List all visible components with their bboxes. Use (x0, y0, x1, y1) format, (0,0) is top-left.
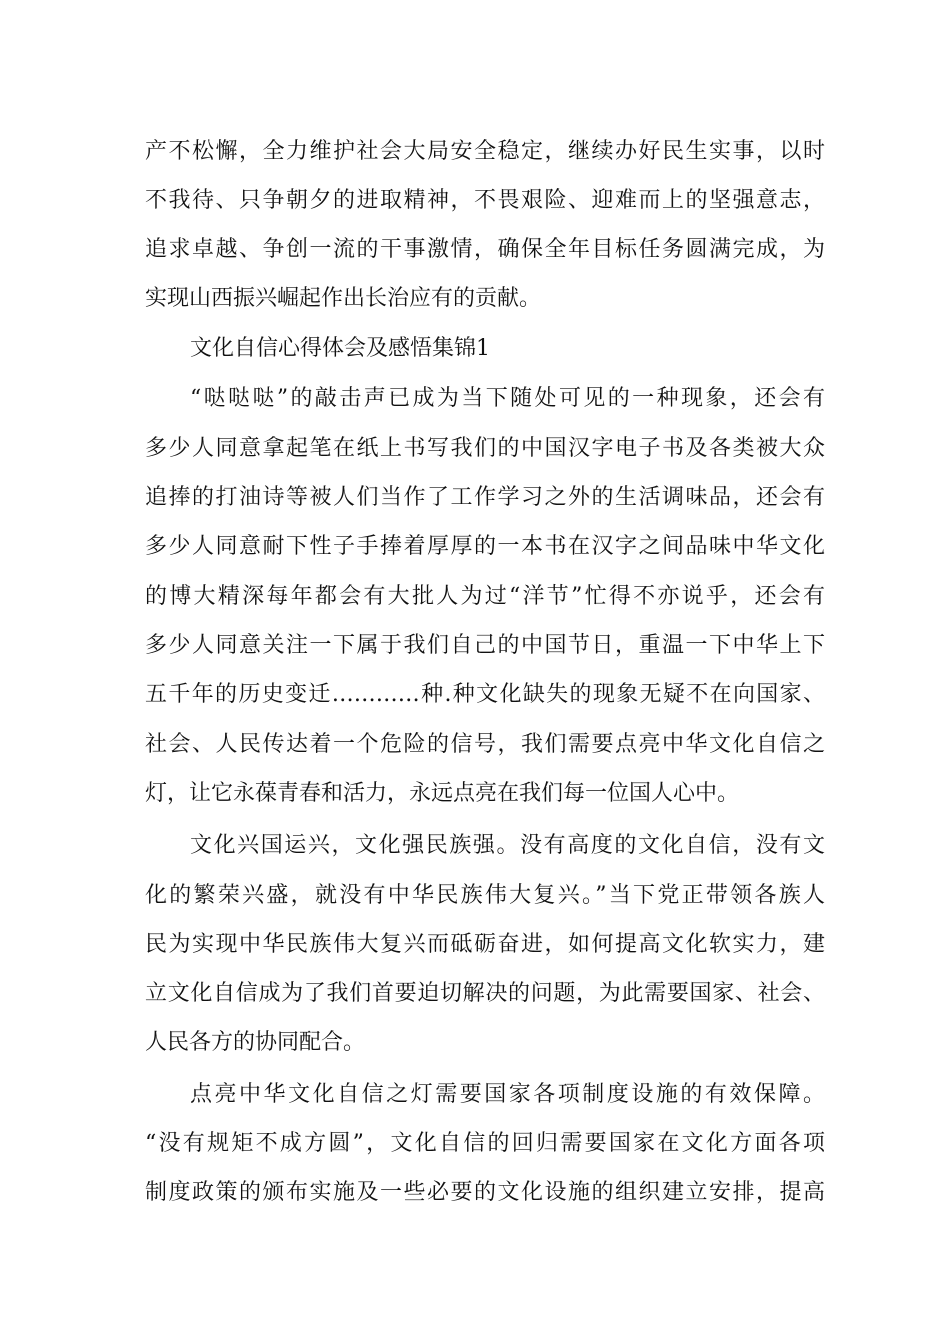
body-text-line: 社会、人民传达着一个危险的信号，我们需要点亮中华文化自信之 (145, 732, 825, 757)
body-text-line: 多少人同意关注一下属于我们自己的中国节日，重温一下中华上下 (145, 633, 825, 658)
paragraph-first-line: 文化兴国运兴，文化强民族强。没有高度的文化自信，没有文 (190, 833, 825, 858)
section-heading: 文化自信心得体会及感悟集锦1 (190, 336, 490, 361)
body-text-line: 追求卓越、争创一流的干事激情，确保全年目标任务圆满完成，为 (145, 237, 825, 262)
body-text-line: 五千年的历史变迁…………种.种文化缺失的现象无疑不在向国家、 (145, 682, 825, 707)
body-text-line: 多少人同意拿起笔在纸上书写我们的中国汉字电子书及各类被大众 (145, 436, 825, 461)
body-text-line: “没有规矩不成方圆”，文化自信的回归需要国家在文化方面各项 (145, 1131, 825, 1156)
body-text-line: 的博大精深每年都会有大批人为过“洋节”忙得不亦说乎，还会有 (145, 584, 825, 609)
paragraph-first-line: “哒哒哒”的敲击声已成为当下随处可见的一种现象，还会有 (190, 386, 825, 411)
body-text-line: 多少人同意耐下性子手捧着厚厚的一本书在汉字之间品味中华文化 (145, 534, 825, 559)
body-text-line: 制度政策的颁布实施及一些必要的文化设施的组织建立安排，提高 (145, 1180, 825, 1205)
body-text-line: 立文化自信成为了我们首要迫切解决的问题，为此需要国家、社会、 (145, 981, 825, 1006)
body-text-line: 追捧的打油诗等被人们当作了工作学习之外的生活调味品，还会有 (145, 485, 825, 510)
body-text-line: 化的繁荣兴盛，就没有中华民族伟大复兴。”当下党正带领各族人 (145, 883, 825, 908)
body-text-line: 不我待、只争朝夕的进取精神，不畏艰险、迎难而上的坚强意志， (145, 188, 825, 213)
body-text-line: 实现山西振兴崛起作出长治应有的贡献。 (145, 286, 542, 311)
body-text-line: 产不松懈，全力维护社会大局安全稳定，继续办好民生实事，以时 (145, 139, 825, 164)
paragraph-first-line: 点亮中华文化自信之灯需要国家各项制度设施的有效保障。 (190, 1082, 825, 1107)
body-text-line: 人民各方的协同配合。 (145, 1030, 366, 1055)
body-text-line: 灯，让它永葆青春和活力，永远点亮在我们每一位国人心中。 (145, 781, 740, 806)
body-text-line: 民为实现中华民族伟大复兴而砥砺奋进，如何提高文化软实力，建 (145, 932, 825, 957)
